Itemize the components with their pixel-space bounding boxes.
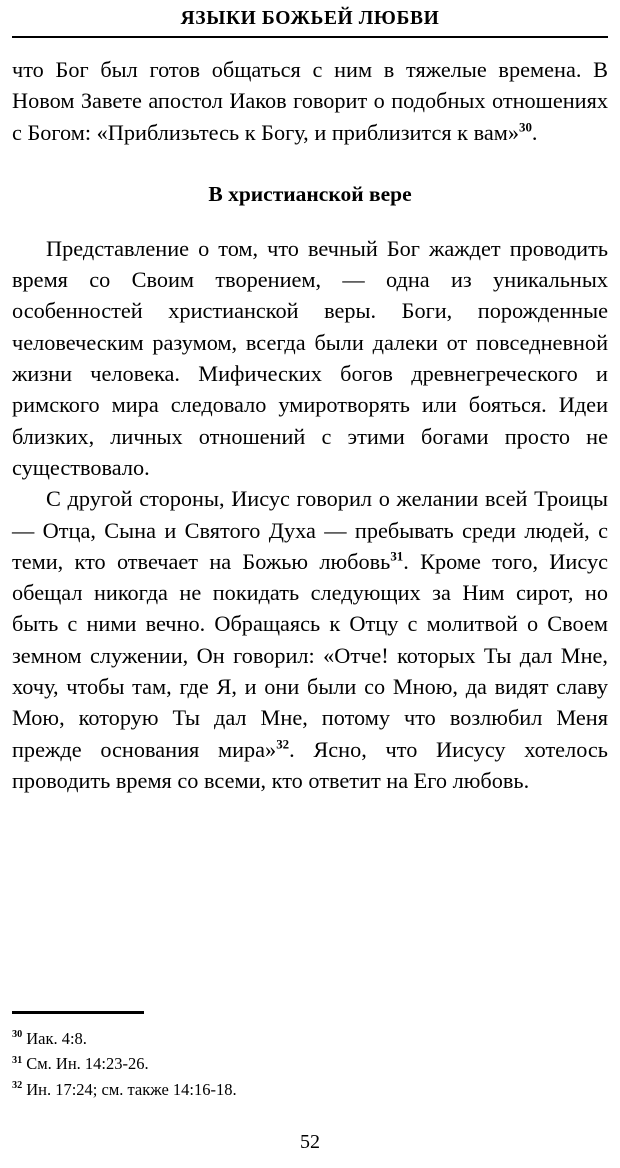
footnote-text: Ин. 17:24; см. также 14:16-18. bbox=[26, 1079, 237, 1099]
section-heading: В христианской вере bbox=[208, 181, 412, 206]
footnote-item bbox=[12, 1026, 608, 1052]
paragraph-2: Представление о том, что вечный Бог жаждет проводить время со Своим творением, — одна из уникальных особенностей христианской веры. Боги, порожденные человеческим разумом, всегда были далеки от повседневной жизни человека. Мифических богов древнегреческого и римского мира следовало умиротворять или бояться. Идеи близких, личных отношений с этими богами просто не существовало. bbox=[12, 235, 608, 480]
page-number: 52 bbox=[300, 1131, 320, 1153]
footnote-divider bbox=[12, 1011, 144, 1014]
paragraph-3-part-b: . Кроме того, Иисус обещал никогда не покидать следующих за Ним сирот, но быть с ними вечно. Обращаясь к Отцу с молитвой о Своем земном служении, Он говорил: «Отче! которых Ты дал Мне, хочу, чтобы там, где Я, и они были со Мною, да видят славу Мою, которую Ты дал Мне, потому что возлюбил Меня прежде основания мира» bbox=[12, 548, 608, 762]
paragraph-3-part-c: . Ясно, что Иисусу хотелось проводить время со всеми, кто ответит на Его любовь. bbox=[12, 736, 608, 793]
footnote-text: См. Ин. 14:23-26. bbox=[26, 1054, 149, 1073]
footnote-item bbox=[12, 1051, 608, 1077]
footnote-ref-30[interactable]: 30 bbox=[518, 119, 532, 135]
footnote-marker: 31 bbox=[12, 1054, 23, 1066]
paragraph-1-tail: . bbox=[531, 119, 538, 145]
header-divider bbox=[12, 36, 608, 38]
footnote-item bbox=[12, 1077, 608, 1103]
footnote-ref-31[interactable]: 31 bbox=[390, 548, 404, 564]
footnote-marker: 30 bbox=[12, 1029, 23, 1040]
footnote-ref-32[interactable]: 32 bbox=[276, 736, 290, 752]
paragraph-3-part-a: С другой стороны, Иисус говорил о желании всей Троицы — Отца, Сына и Святого Духа — пребывать среди людей, с теми, кто отвечает на Божью любовь bbox=[12, 486, 608, 574]
footnotes-block bbox=[12, 1011, 608, 1102]
footnote-marker: 32 bbox=[12, 1080, 23, 1091]
footnote-text: Иак. 4:8. bbox=[26, 1028, 87, 1048]
paragraph-3 bbox=[12, 483, 608, 796]
paragraph-1-text: что Бог был готов общаться с ним в тяжелые времена. В Новом Завете апостол Иаков говорит о подобных отношениях с Богом: «Приблизьтесь к Богу, и приблизится к вам» bbox=[12, 57, 608, 145]
running-head: ЯЗЫКИ БОЖЬЕЙ ЛЮБВИ bbox=[180, 8, 440, 29]
paragraph-continuation bbox=[12, 54, 608, 148]
